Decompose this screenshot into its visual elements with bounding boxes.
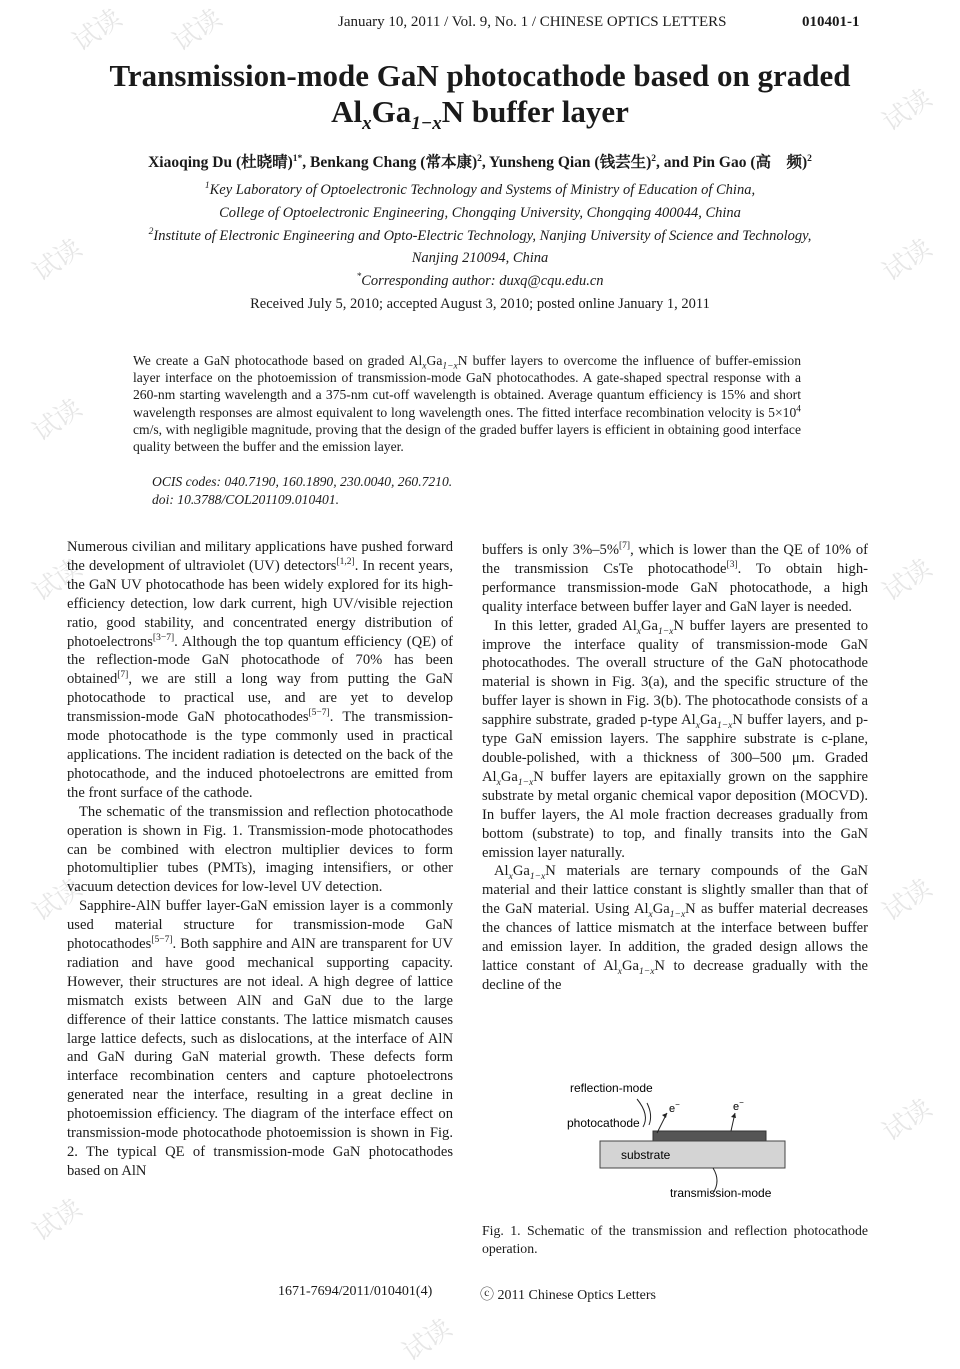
copyright: ⓒ 2011 Chinese Optics Letters (480, 1288, 657, 1303)
watermark: 试读 (27, 393, 88, 448)
doi: doi: 10.3788/COL201109.010401. (152, 492, 340, 507)
author-list: Xiaoqing Du (杜晓晴)$^{1*}$, Benkang Chang (常本康)$^2$, Yunsheng Qian (钱芸生)$^2$, and Pin Gao (高 频)$^2$ (148, 153, 812, 171)
affiliation-2-line-2: Nanjing 210094, China (411, 250, 549, 266)
affiliation-2-line-1: $^2$Institute of Electronic Engineering and Opto-Electric Technology, Nanjing University of Science and Technology, (148, 227, 812, 244)
watermark: 试读 (877, 1093, 938, 1148)
page-number: 010401-1 (802, 14, 860, 30)
watermark: 试读 (877, 233, 938, 288)
affiliation-1-line-2: College of Optoelectronic Engineering, Chongqing University, Chongqing 400044, China (219, 205, 741, 221)
figure-1-schematic (555, 1075, 795, 1205)
reflection-incident-arrow (647, 1103, 651, 1125)
left-column (67, 538, 453, 1181)
watermark: 试读 (27, 553, 88, 608)
paragraph: buffers is only 3%–5%[7], which is lower than the QE of 10% of the transmission CsTe photocathode[3]. To obtain high-performance transmission-mode GaN photocathode, a high quality interface between buffer layer and GaN layer is needed. (482, 541, 868, 615)
watermark: 试读 (27, 873, 88, 928)
paragraph: The schematic of the transmission and reflection photocathode operation is shown in Fig. 1. Transmission-mode photocathodes can be combined with electron multiplier devices to form photomultiplier tubes (PMTs), imaging intensifiers, or other vacuum detection devices for low-level UV detection. (67, 803, 453, 896)
right-column (482, 541, 868, 995)
figure-label-reflection: reflection-mode (570, 1081, 653, 1095)
electron-label-1: e− (669, 1100, 680, 1115)
corresponding-author: *Corresponding author: duxq@cqu.edu.cn (356, 272, 604, 289)
watermark: 试读 (167, 3, 228, 58)
abstract: We create a GaN photocathode based on graded $Al_xGa_{1-x}N$ buffer layers to overcome the influence of buffer-emission layer interface on the photoemission of transmission-mode GaN photocathodes. A gate-shaped spectral response with a 260-nm starting wavelength and a 375-nm cut-off wavelength is obtained. Average quantum efficiency is 15% and short wavelength responses are almost equivalent to long wavelength ones. The fitted interface recombination velocity is $5\times 10^4$ cm/s, with negligible magnitude, proving that the design of the graded buffer layers is efficient in obtaining good interface quality between the buffer and the emission layer. (133, 353, 801, 455)
watermark: 试读 (877, 83, 938, 138)
chemical-formula: $Al_xGa_{1-x}N$ (622, 617, 684, 637)
chemical-formula: $Al_xGa_{1-x}N$ (681, 712, 743, 732)
figure-label-photocathode: photocathode (567, 1116, 640, 1130)
paragraph: Numerous civilian and military applications have pushed forward the development of ultraviolet (UV) detectors[1,2]. In recent years, the GaN UV photocathode has been widely explored for its high-efficiency detection, low dark current, high UV/visible rejection ratio, good stability, and concentrated energy distribution of photoelectrons[3−7]. Although the top quantum efficiency (QE) of the reflection-mode GaN photocathode of 70% has been obtained[7], we are still a long way from putting the GaN photocathode to practical use, and are yet to develop transmission-mode GaN photocathodes[5−7]. The transmission-mode photocathode is the type commonly used in practical applications. The incident radiation is detected on the back of the photocathode, and the induced photoelectrons are emitted from the front surface of the cathode. (67, 539, 454, 801)
photocathode-layer (653, 1131, 766, 1141)
watermark: 试读 (67, 3, 128, 58)
figure-label-transmission: transmission-mode (670, 1186, 772, 1200)
watermark: 试读 (877, 553, 938, 608)
chemical-formula: $Al_xGa_{1-x}N$ (603, 957, 665, 977)
paragraph: In this letter, graded $Al_xGa_{1-x}N$ buffer layers are presented to improve the interface quality of transmission-mode GaN photocathodes. The overall structure of the GaN photocathode material is shown in Fig. 3(a), and the specific structure of the buffer layer is shown in Fig. 3(b). The photocathode consists of a sapphire substrate, graded p-type $Al_xGa_{1-x}N$ buffer layers, and p-type GaN emission layers. The sapphire substrate is c-plane, double-polished, with a thickness of 300–500 μm. Graded $Al_xGa_{1-x}N$ buffer layers are epitaxially grown on the sapphire substrate by metal organic chemical vapor deposition (MOCVD). In buffer layers, the Al mole fraction decreases gradually from bottom (substrate) to top, and finally transits into the GaN emission layer naturally. (482, 617, 868, 861)
title-line-1: Transmission-mode GaN photocathode based on graded (109, 58, 851, 93)
watermark: 试读 (27, 1193, 88, 1248)
affiliation-1-line-1: $^1$Key Laboratory of Optoelectronic Technology and Systems of Ministry of Education of China, (204, 181, 756, 198)
figure-label-substrate: substrate (621, 1148, 671, 1162)
chemical-formula: $Al_xGa_{1-x}N$ (482, 768, 544, 788)
watermark: 试读 (27, 233, 88, 288)
received-dates: Received July 5, 2010; accepted August 3, 2010; posted online January 1, 2011 (250, 296, 710, 312)
paragraph: Sapphire-AlN buffer layer-GaN emission layer is a commonly used material structure for transmission-mode GaN photocathodes[5−7]. Both sapphire and AlN are transparent for UV radiation and have good mechanical supporting capacity. However, their structures are not ideal. A high degree of lattice mismatch exists between AlN and GaN due to the large difference of their lattice constants. The lattice mismatch causes large lattice defects, such as dislocations, at the interface of AlN and GaN during GaN material growth. These defects form interface recombination centers and capture photoelectrons generated near the interface, resulting in a great decline in photoemission efficiency. The diagram of the interface effect on transmission-mode photocathode photoemission is shown in Fig. 2. The typical QE of transmission-mode GaN photocathodes based on AlN (67, 898, 453, 1179)
watermark: 试读 (877, 873, 938, 928)
watermark: 试读 (397, 1313, 458, 1368)
journal-line: January 10, 2011 / Vol. 9, No. 1 / CHINESE OPTICS LETTERS (338, 14, 727, 30)
paragraph: $Al_xGa_{1-x}N$ materials are ternary compounds of the GaN material and their lattice constant is slightly smaller than that of the GaN material. Using $Al_xGa_{1-x}N$ as buffer material decreases the chances of lattice mismatch at the interface between buffer and emission layer. In addition, the graded design allows the lattice constant of $Al_xGa_{1-x}N$ to decrease gradually with the decline of the (482, 863, 868, 993)
ocis-codes: OCIS codes: 040.7190, 160.1890, 230.0040, 260.7210. (152, 474, 453, 489)
chemical-formula: $Al_xGa_{1-x}N$ (494, 863, 556, 883)
figure-1-caption: Fig. 1. Schematic of the transmission and reflection photocathode operation. (482, 1223, 868, 1256)
paper-title (0, 58, 960, 135)
title-line-2: $Al_xGa_{1-x}N$ buffer layer (331, 94, 629, 135)
issn: 1671-7694/2011/010401(4) (278, 1284, 433, 1299)
chemical-formula: $Al_xGa_{1-x}N$ (633, 901, 696, 921)
electron-label-2: e− (733, 1098, 744, 1113)
